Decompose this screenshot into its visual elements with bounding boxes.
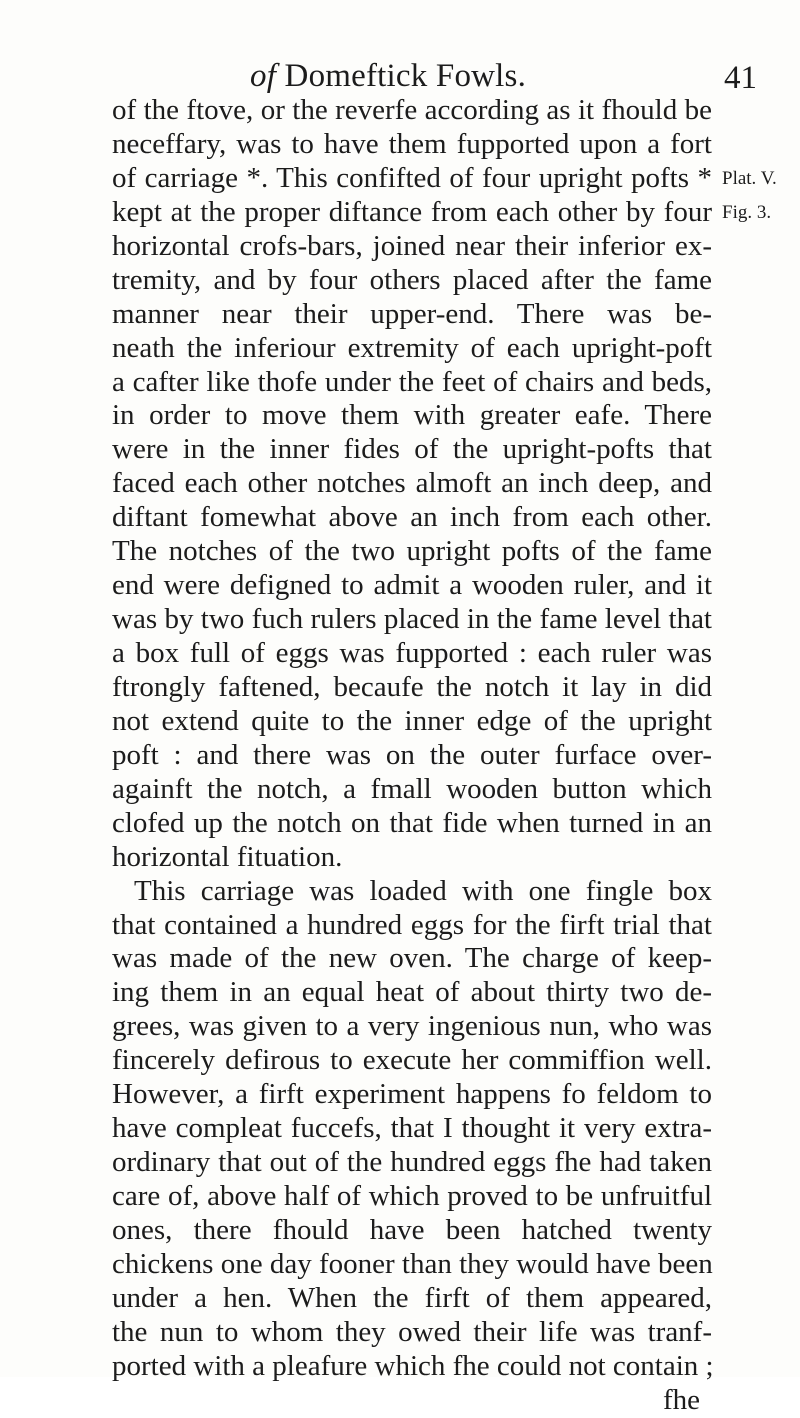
- running-title: [250, 56, 526, 96]
- text-line: againft the notch, a fmall wooden button which: [112, 772, 712, 805]
- text-line: a cafter like thofe under the feet of chairs and beds,: [112, 365, 712, 398]
- text-line: horizontal crofs-bars, joined near their inferior ex-: [112, 229, 712, 262]
- text-line: The notches of the two upright pofts of the fame: [112, 535, 712, 568]
- margin-note-figure: Fig. 3.: [722, 201, 772, 223]
- text-line: tremity, and by four others placed after the fame: [112, 263, 712, 296]
- text-line: the nun to whom they owed their life was tranf-: [112, 1315, 712, 1348]
- text-line: have compleat fuccefs, that I thought it very extra-: [112, 1112, 712, 1145]
- text-line: not extend quite to the inner edge of the upright: [112, 704, 712, 737]
- text-line: was made of the new oven. The charge of keep-: [112, 942, 712, 975]
- text-line: ordinary that out of the hundred eggs fhe had taken: [112, 1146, 712, 1179]
- page-number: 41: [724, 60, 757, 96]
- text-line: grees, was given to a very ingenious nun, who was: [112, 1010, 712, 1043]
- text-line: fincerely defirous to execute her commiffion well.: [112, 1044, 712, 1077]
- text-line: neceffary, was to have them fupported upon a fort: [112, 127, 712, 160]
- running-title-text: Domeftick Fowls.: [284, 58, 527, 94]
- text-line: ones, there fhould have been hatched twenty: [112, 1213, 712, 1246]
- text-line: were in the inner fides of the upright-pofts that: [112, 433, 712, 466]
- text-line: end were defigned to admit a wooden ruler, and it: [112, 569, 712, 602]
- text-line: chickens one day fooner than they would have been: [112, 1247, 713, 1280]
- text-line: poft : and there was on the outer furface over-: [112, 738, 712, 771]
- body-text: [112, 94, 712, 1418]
- text-line: was by two fuch rulers placed in the fame level that: [112, 603, 712, 636]
- text-line: clofed up the notch on that fide when turned in an: [112, 806, 712, 839]
- text-line: a box full of eggs was fupported : each ruler was: [112, 637, 712, 669]
- running-title-of: of: [250, 58, 277, 94]
- text-line: of the ftove, or the reverfe according as it fhould be: [112, 94, 712, 126]
- text-line: that contained a hundred eggs for the firft trial that: [112, 908, 712, 941]
- text-line: care of, above half of which proved to be unfruitful: [112, 1180, 712, 1212]
- text-line: manner near their upper-end. There was be-: [112, 297, 712, 330]
- text-line: However, a firft experiment happens fo feldom to: [112, 1078, 712, 1111]
- page-header: [0, 56, 800, 96]
- text-line: under a hen. When the firft of them appeared,: [112, 1281, 712, 1314]
- text-line: neath the inferiour extremity of each upright-poft: [112, 331, 712, 364]
- paragraph-first-line: This carriage was loaded with one fingle box: [134, 874, 712, 907]
- text-line: ftrongly faftened, becaufe the notch it lay in did: [112, 670, 712, 703]
- text-line: ported with a pleafure which fhe could not contain ;: [112, 1349, 714, 1382]
- text-line: kept at the proper diftance from each other by four: [112, 195, 712, 228]
- text-line: faced each other notches almoft an inch deep, and: [112, 467, 712, 500]
- text-line: diftant fomewhat above an inch from each other.: [112, 501, 712, 534]
- catchword: fhe: [662, 1383, 700, 1416]
- margin-note-plate: Plat. V.: [722, 167, 777, 189]
- text-line: horizontal fituation.: [112, 840, 343, 873]
- text-line: of carriage *. This confifted of four upright pofts *: [112, 161, 712, 194]
- text-line: ing them in an equal heat of about thirty two de-: [112, 976, 712, 1009]
- text-line: in order to move them with greater eafe. There: [112, 399, 712, 432]
